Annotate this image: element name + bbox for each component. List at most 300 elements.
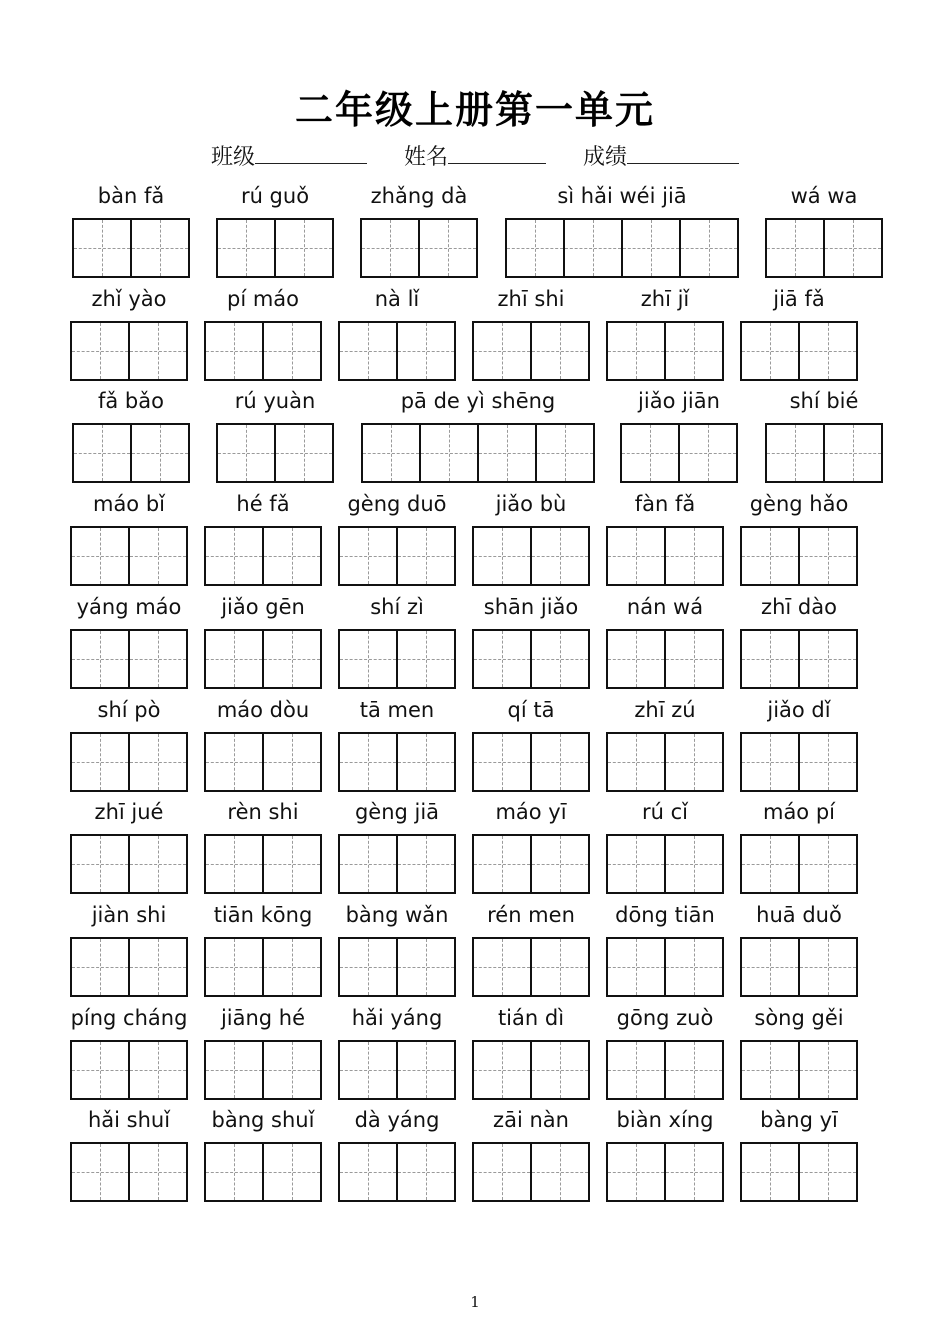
tian-grid-cell[interactable]	[218, 220, 276, 276]
character-boxes	[606, 834, 724, 894]
guide-line-vertical	[158, 734, 159, 790]
guide-line-vertical	[636, 528, 637, 584]
pinyin-label: rú guǒ	[240, 184, 310, 208]
pinyin-label: hé fǎ	[236, 492, 290, 516]
tian-grid-cell[interactable]	[479, 425, 537, 481]
guide-line-vertical	[158, 323, 159, 379]
score-label: 成绩	[583, 145, 628, 170]
tian-grid-cell[interactable]	[474, 939, 532, 995]
tian-grid-cell[interactable]	[608, 836, 666, 892]
tian-grid-cell[interactable]	[666, 631, 722, 687]
tian-grid-cell[interactable]	[800, 836, 856, 892]
character-boxes	[204, 732, 322, 792]
guide-line-vertical	[828, 734, 829, 790]
guide-line-vertical	[560, 1144, 561, 1200]
tian-grid-cell[interactable]	[72, 1144, 130, 1200]
character-boxes	[505, 218, 739, 278]
word-item	[472, 1004, 590, 1102]
word-item	[204, 490, 322, 588]
tian-grid-cell[interactable]	[608, 631, 666, 687]
guide-line-vertical	[828, 1042, 829, 1098]
guide-line-vertical	[426, 1042, 427, 1098]
character-boxes	[338, 1040, 456, 1100]
guide-line-vertical	[292, 631, 293, 687]
word-item	[606, 1106, 724, 1204]
word-item	[338, 490, 456, 588]
tian-grid-cell[interactable]	[800, 1042, 856, 1098]
guide-line-vertical	[234, 939, 235, 995]
tian-grid-cell[interactable]	[532, 1144, 588, 1200]
guide-line-vertical	[102, 220, 103, 276]
tian-grid-cell[interactable]	[681, 220, 737, 276]
tian-grid-cell[interactable]	[74, 220, 132, 276]
pinyin-label: bàn fǎ	[97, 184, 165, 208]
tian-grid-cell[interactable]	[130, 1144, 186, 1200]
character-boxes	[361, 423, 595, 483]
guide-line-vertical	[560, 836, 561, 892]
tian-grid-cell[interactable]	[264, 734, 320, 790]
character-boxes	[70, 321, 188, 381]
guide-line-vertical	[853, 220, 854, 276]
guide-line-vertical	[535, 220, 536, 276]
word-item	[740, 798, 858, 896]
tian-grid-cell[interactable]	[130, 1042, 186, 1098]
pinyin-label: gèng jiā	[354, 800, 440, 824]
tian-grid-cell[interactable]	[742, 323, 800, 379]
guide-line-vertical	[426, 528, 427, 584]
word-item	[765, 387, 883, 485]
page-title: 二年级上册第一单元	[294, 88, 655, 132]
tian-grid-cell[interactable]	[742, 1144, 800, 1200]
pinyin-label: biàn xíng	[616, 1108, 714, 1132]
guide-line-vertical	[828, 528, 829, 584]
tian-grid-cell[interactable]	[532, 631, 588, 687]
tian-grid-cell[interactable]	[130, 734, 186, 790]
guide-line-vertical	[636, 1144, 637, 1200]
word-item	[740, 285, 858, 383]
guide-line-vertical	[160, 220, 161, 276]
tian-grid-cell[interactable]	[666, 528, 722, 584]
tian-grid-cell[interactable]	[767, 425, 825, 481]
guide-line-vertical	[770, 528, 771, 584]
word-item	[204, 696, 322, 794]
tian-grid-cell[interactable]	[264, 939, 320, 995]
pinyin-label: hǎi shuǐ	[87, 1108, 171, 1132]
word-item	[338, 285, 456, 383]
tian-grid-cell[interactable]	[264, 1144, 320, 1200]
word-item	[472, 1106, 590, 1204]
guide-line-vertical	[234, 323, 235, 379]
guide-line-vertical	[694, 939, 695, 995]
word-item	[740, 1106, 858, 1204]
tian-grid-cell[interactable]	[608, 528, 666, 584]
tian-grid-cell[interactable]	[800, 1144, 856, 1200]
character-boxes	[216, 423, 334, 483]
tian-grid-cell[interactable]	[130, 528, 186, 584]
tian-grid-cell[interactable]	[742, 734, 800, 790]
word-item	[472, 490, 590, 588]
tian-grid-cell[interactable]	[666, 939, 722, 995]
character-boxes	[70, 834, 188, 894]
tian-grid-cell[interactable]	[825, 220, 881, 276]
character-boxes	[70, 732, 188, 792]
word-item	[70, 901, 188, 999]
word-item	[204, 901, 322, 999]
tian-grid-cell[interactable]	[132, 220, 188, 276]
guide-line-vertical	[694, 528, 695, 584]
guide-line-vertical	[368, 1144, 369, 1200]
tian-grid-cell[interactable]	[474, 836, 532, 892]
pinyin-label: zhǐ yào	[91, 287, 167, 311]
tian-grid-cell[interactable]	[398, 1144, 454, 1200]
word-item	[606, 798, 724, 896]
guide-line-vertical	[502, 836, 503, 892]
tian-grid-cell[interactable]	[264, 631, 320, 687]
guide-line-vertical	[292, 836, 293, 892]
tian-grid-cell[interactable]	[666, 1144, 722, 1200]
pinyin-label: jiàn shi	[91, 903, 167, 927]
tian-grid-cell[interactable]	[206, 1042, 264, 1098]
guide-line-vertical	[694, 1042, 695, 1098]
word-item	[606, 490, 724, 588]
character-boxes	[740, 937, 858, 997]
class-label: 班级	[210, 145, 255, 170]
pinyin-label: máo dòu	[216, 698, 310, 722]
guide-line-vertical	[694, 323, 695, 379]
guide-line-vertical	[828, 836, 829, 892]
tian-grid-cell[interactable]	[608, 939, 666, 995]
guide-line-vertical	[694, 734, 695, 790]
tian-grid-cell[interactable]	[206, 836, 264, 892]
guide-line-vertical	[650, 425, 651, 481]
guide-line-vertical	[560, 631, 561, 687]
tian-grid-cell[interactable]	[800, 631, 856, 687]
pinyin-label: gèng hǎo	[749, 492, 849, 516]
word-item	[338, 696, 456, 794]
character-boxes	[740, 1040, 858, 1100]
guide-line-vertical	[708, 425, 709, 481]
tian-grid-cell[interactable]	[608, 323, 666, 379]
tian-grid-cell[interactable]	[130, 836, 186, 892]
tian-grid-cell[interactable]	[800, 734, 856, 790]
tian-grid-cell[interactable]	[474, 1144, 532, 1200]
guide-line-vertical	[368, 734, 369, 790]
tian-grid-cell[interactable]	[532, 1042, 588, 1098]
word-item	[472, 285, 590, 383]
tian-grid-cell[interactable]	[767, 220, 825, 276]
tian-grid-cell[interactable]	[362, 220, 420, 276]
word-item	[606, 696, 724, 794]
tian-grid-cell[interactable]	[340, 939, 398, 995]
tian-grid-cell[interactable]	[206, 1144, 264, 1200]
word-item	[620, 387, 738, 485]
pinyin-label: shí zì	[370, 595, 424, 619]
tian-grid-cell[interactable]	[340, 734, 398, 790]
guide-line-vertical	[292, 528, 293, 584]
pinyin-label: zhǎng dà	[370, 184, 468, 208]
guide-line-vertical	[100, 836, 101, 892]
tian-grid-cell[interactable]	[130, 939, 186, 995]
pinyin-label: shí bié	[789, 389, 859, 413]
pinyin-label: huā duǒ	[756, 903, 842, 927]
guide-line-vertical	[636, 631, 637, 687]
guide-line-vertical	[636, 323, 637, 379]
tian-grid-cell[interactable]	[206, 528, 264, 584]
word-item	[472, 798, 590, 896]
tian-grid-cell[interactable]	[340, 631, 398, 687]
tian-grid-cell[interactable]	[398, 836, 454, 892]
guide-line-vertical	[636, 734, 637, 790]
guide-line-vertical	[560, 734, 561, 790]
guide-line-vertical	[426, 323, 427, 379]
tian-grid-cell[interactable]	[608, 1042, 666, 1098]
word-item	[216, 182, 334, 280]
character-boxes	[472, 937, 590, 997]
guide-line-vertical	[426, 631, 427, 687]
tian-grid-cell[interactable]	[132, 425, 188, 481]
pinyin-label: gōng zuò	[616, 1006, 714, 1030]
character-boxes	[70, 526, 188, 586]
word-item	[338, 1106, 456, 1204]
pinyin-label: bàng wǎn	[345, 903, 449, 927]
tian-grid-cell[interactable]	[398, 323, 454, 379]
guide-line-vertical	[158, 1042, 159, 1098]
guide-line-vertical	[426, 734, 427, 790]
guide-line-vertical	[292, 939, 293, 995]
tian-grid-cell[interactable]	[340, 836, 398, 892]
word-item	[740, 696, 858, 794]
tian-grid-cell[interactable]	[264, 528, 320, 584]
character-boxes	[204, 834, 322, 894]
guide-line-vertical	[100, 323, 101, 379]
tian-grid-cell[interactable]	[276, 425, 332, 481]
tian-grid-cell[interactable]	[474, 631, 532, 687]
tian-grid-cell[interactable]	[474, 734, 532, 790]
character-boxes	[338, 526, 456, 586]
guide-line-vertical	[694, 1144, 695, 1200]
tian-grid-cell[interactable]	[421, 425, 479, 481]
guide-line-vertical	[160, 425, 161, 481]
character-boxes	[606, 321, 724, 381]
character-boxes	[472, 1142, 590, 1202]
character-boxes	[740, 526, 858, 586]
tian-grid-cell[interactable]	[218, 425, 276, 481]
word-item	[361, 387, 595, 485]
guide-line-vertical	[770, 323, 771, 379]
guide-line-vertical	[234, 734, 235, 790]
tian-grid-cell[interactable]	[742, 528, 800, 584]
tian-grid-cell[interactable]	[666, 1042, 722, 1098]
tian-grid-cell[interactable]	[72, 734, 130, 790]
guide-line-vertical	[158, 1144, 159, 1200]
word-item	[338, 1004, 456, 1102]
name-label: 姓名	[403, 145, 448, 170]
tian-grid-cell[interactable]	[507, 220, 565, 276]
guide-line-vertical	[560, 939, 561, 995]
character-boxes	[338, 629, 456, 689]
pinyin-label: hǎi yáng	[351, 1006, 443, 1030]
pinyin-label: fàn fǎ	[634, 492, 696, 516]
guide-line-vertical	[100, 631, 101, 687]
character-boxes	[606, 629, 724, 689]
tian-grid-cell[interactable]	[800, 528, 856, 584]
guide-line-vertical	[390, 220, 391, 276]
guide-line-vertical	[770, 631, 771, 687]
tian-grid-cell[interactable]	[742, 631, 800, 687]
tian-grid-cell[interactable]	[608, 734, 666, 790]
tian-grid-cell[interactable]	[206, 939, 264, 995]
pinyin-label: jiǎo bù	[495, 492, 567, 516]
guide-line-vertical	[449, 425, 450, 481]
character-boxes	[765, 218, 883, 278]
character-boxes	[472, 732, 590, 792]
word-item	[72, 182, 190, 280]
guide-line-vertical	[102, 425, 103, 481]
guide-line-vertical	[234, 1144, 235, 1200]
word-item	[606, 901, 724, 999]
tian-grid-cell[interactable]	[130, 323, 186, 379]
tian-grid-cell[interactable]	[623, 220, 681, 276]
guide-line-vertical	[770, 1144, 771, 1200]
character-boxes	[216, 218, 334, 278]
guide-line-vertical	[828, 939, 829, 995]
tian-grid-cell[interactable]	[537, 425, 593, 481]
tian-grid-cell[interactable]	[72, 528, 130, 584]
guide-line-vertical	[795, 425, 796, 481]
tian-grid-cell[interactable]	[666, 323, 722, 379]
guide-line-vertical	[770, 836, 771, 892]
tian-grid-cell[interactable]	[666, 734, 722, 790]
tian-grid-cell[interactable]	[742, 939, 800, 995]
guide-line-vertical	[828, 631, 829, 687]
guide-line-vertical	[304, 425, 305, 481]
character-boxes	[204, 1142, 322, 1202]
character-boxes	[472, 834, 590, 894]
guide-line-vertical	[368, 939, 369, 995]
tian-grid-cell[interactable]	[420, 220, 476, 276]
tian-grid-cell[interactable]	[742, 836, 800, 892]
tian-grid-cell[interactable]	[398, 631, 454, 687]
character-boxes	[70, 937, 188, 997]
guide-line-vertical	[502, 1042, 503, 1098]
guide-line-vertical	[426, 939, 427, 995]
pinyin-label: rú cǐ	[642, 800, 688, 824]
pinyin-label: pí máo	[226, 287, 299, 311]
guide-line-vertical	[368, 836, 369, 892]
tian-grid-cell[interactable]	[340, 1042, 398, 1098]
pinyin-label: nán wá	[626, 595, 704, 619]
tian-grid-cell[interactable]	[264, 323, 320, 379]
tian-grid-cell[interactable]	[72, 323, 130, 379]
pinyin-label: gèng duō	[347, 492, 447, 516]
tian-grid-cell[interactable]	[264, 836, 320, 892]
character-boxes	[765, 423, 883, 483]
guide-line-vertical	[694, 631, 695, 687]
tian-grid-cell[interactable]	[565, 220, 623, 276]
guide-line-vertical	[560, 528, 561, 584]
tian-grid-cell[interactable]	[398, 939, 454, 995]
character-boxes	[72, 218, 190, 278]
tian-grid-cell[interactable]	[206, 323, 264, 379]
tian-grid-cell[interactable]	[398, 1042, 454, 1098]
tian-grid-cell[interactable]	[622, 425, 680, 481]
tian-grid-cell[interactable]	[206, 734, 264, 790]
tian-grid-cell[interactable]	[206, 631, 264, 687]
guide-line-vertical	[770, 734, 771, 790]
tian-grid-cell[interactable]	[532, 836, 588, 892]
character-boxes	[70, 1040, 188, 1100]
word-item	[740, 1004, 858, 1102]
tian-grid-cell[interactable]	[532, 528, 588, 584]
word-item	[338, 901, 456, 999]
tian-grid-cell[interactable]	[532, 323, 588, 379]
guide-line-vertical	[158, 836, 159, 892]
guide-line-vertical	[100, 734, 101, 790]
guide-line-vertical	[828, 323, 829, 379]
tian-grid-cell[interactable]	[532, 734, 588, 790]
tian-grid-cell[interactable]	[130, 631, 186, 687]
tian-grid-cell[interactable]	[680, 425, 736, 481]
word-item	[338, 593, 456, 691]
pinyin-label: bàng yī	[760, 1108, 838, 1132]
tian-grid-cell[interactable]	[742, 1042, 800, 1098]
tian-grid-cell[interactable]	[72, 939, 130, 995]
character-boxes	[472, 526, 590, 586]
tian-grid-cell[interactable]	[398, 528, 454, 584]
tian-grid-cell[interactable]	[74, 425, 132, 481]
guide-line-vertical	[234, 836, 235, 892]
tian-grid-cell[interactable]	[72, 1042, 130, 1098]
pinyin-label: tiān kōng	[213, 903, 313, 927]
guide-line-vertical	[426, 836, 427, 892]
tian-grid-cell[interactable]	[800, 323, 856, 379]
tian-grid-cell[interactable]	[264, 1042, 320, 1098]
tian-grid-cell[interactable]	[666, 836, 722, 892]
tian-grid-cell[interactable]	[72, 631, 130, 687]
guide-line-vertical	[770, 939, 771, 995]
pinyin-label: tā men	[359, 698, 435, 722]
tian-grid-cell[interactable]	[800, 939, 856, 995]
tian-grid-cell[interactable]	[474, 1042, 532, 1098]
pinyin-label: píng cháng	[70, 1006, 188, 1030]
guide-line-vertical	[368, 323, 369, 379]
tian-grid-cell[interactable]	[474, 528, 532, 584]
tian-grid-cell[interactable]	[340, 1144, 398, 1200]
guide-line-vertical	[651, 220, 652, 276]
tian-grid-cell[interactable]	[825, 425, 881, 481]
guide-line-vertical	[694, 836, 695, 892]
tian-grid-cell[interactable]	[398, 734, 454, 790]
tian-grid-cell[interactable]	[340, 323, 398, 379]
tian-grid-cell[interactable]	[72, 836, 130, 892]
tian-grid-cell[interactable]	[532, 939, 588, 995]
tian-grid-cell[interactable]	[363, 425, 421, 481]
guide-line-vertical	[795, 220, 796, 276]
character-boxes	[740, 629, 858, 689]
pinyin-label: zhī dào	[761, 595, 837, 619]
character-boxes	[338, 732, 456, 792]
tian-grid-cell[interactable]	[474, 323, 532, 379]
character-boxes	[338, 321, 456, 381]
character-boxes	[620, 423, 738, 483]
tian-grid-cell[interactable]	[608, 1144, 666, 1200]
pinyin-label: bàng shuǐ	[211, 1108, 315, 1132]
pinyin-label: jiǎo dǐ	[767, 698, 831, 722]
character-boxes	[740, 1142, 858, 1202]
tian-grid-cell[interactable]	[340, 528, 398, 584]
word-item	[606, 1004, 724, 1102]
tian-grid-cell[interactable]	[276, 220, 332, 276]
